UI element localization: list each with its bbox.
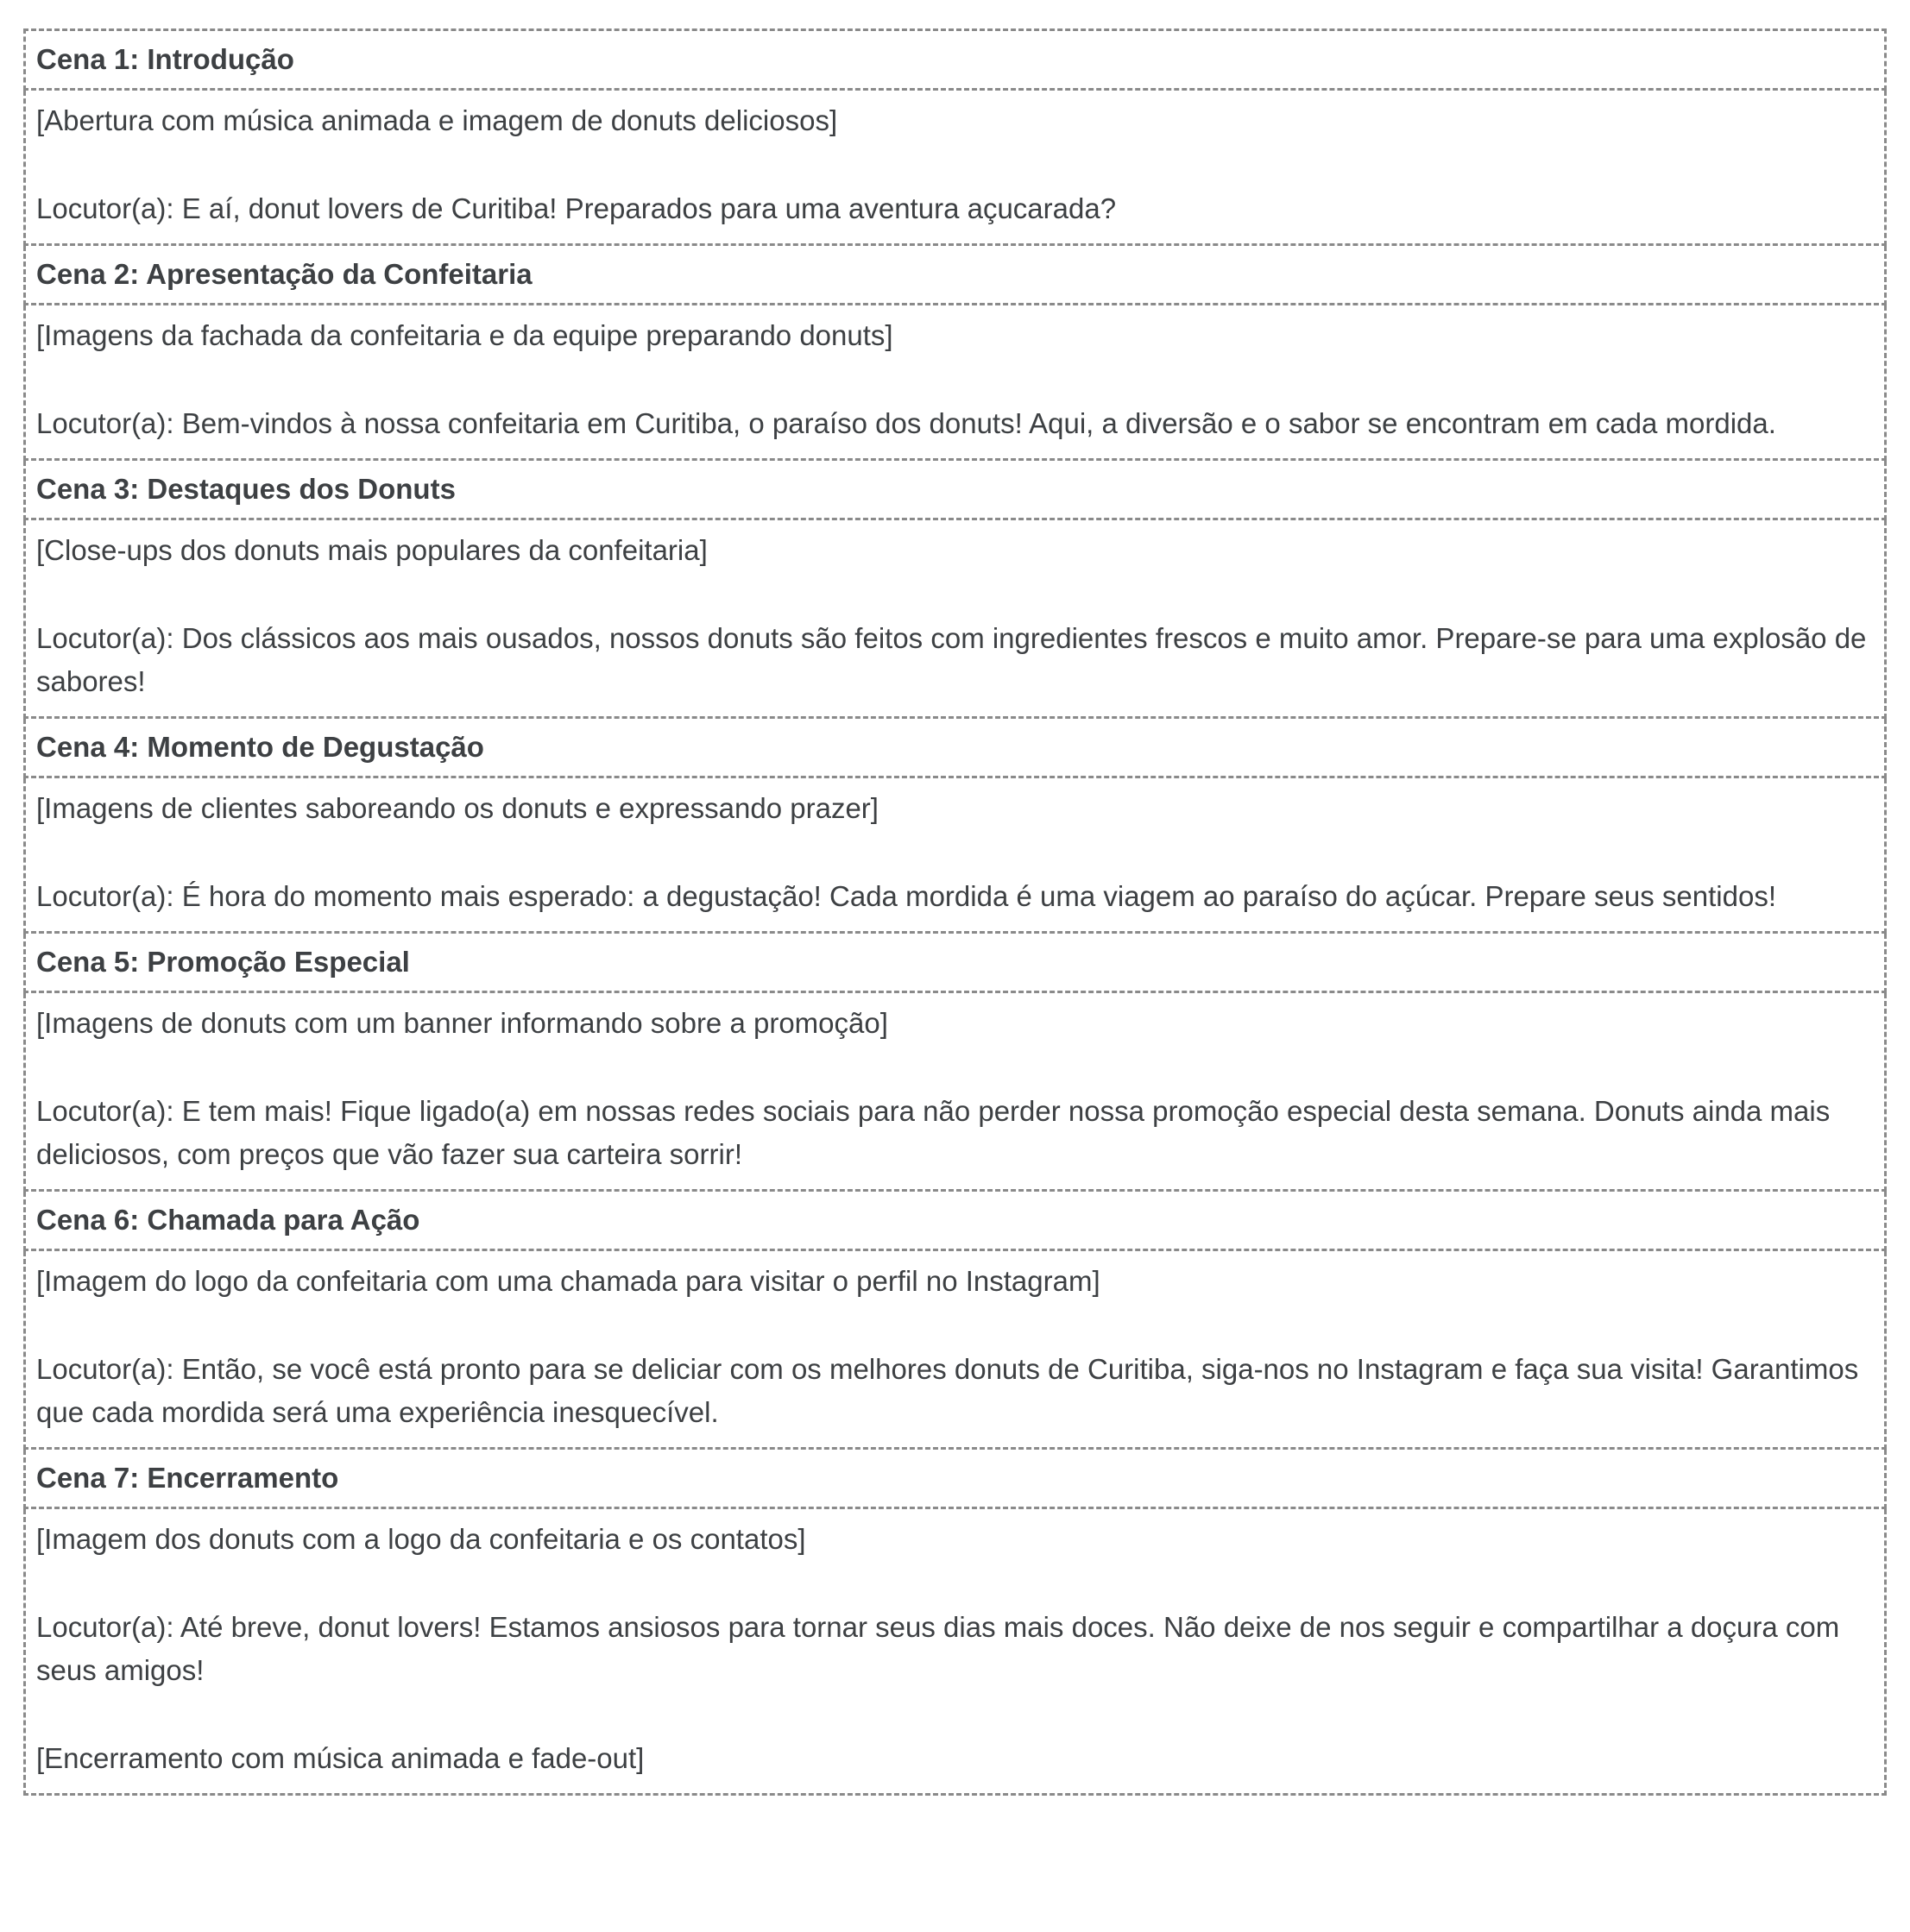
narration-line: Locutor(a): Bem-vindos à nossa confeitaria em Curitiba, o paraíso dos donuts! Aqui, a diversão e o sabor se encontram em cada mordida. (36, 407, 1776, 439)
scene-body (25, 519, 1886, 718)
scene-section (25, 1449, 1886, 1795)
stage-direction: [Imagens de clientes saboreando os donuts e expressando prazer] (36, 792, 879, 824)
scene-header-row (25, 30, 1886, 90)
scene-body (25, 777, 1886, 933)
scene-body (25, 1508, 1886, 1795)
scene-title: Cena 4: Momento de Degustação (25, 718, 1886, 777)
scene-header-row (25, 245, 1886, 305)
scene-header-row (25, 1191, 1886, 1250)
scene-section (25, 718, 1886, 933)
scene-title: Cena 3: Destaques dos Donuts (25, 460, 1886, 519)
scene-body-row (25, 992, 1886, 1191)
stage-direction: [Imagens de donuts com um banner informando sobre a promoção] (36, 1007, 888, 1039)
stage-direction: [Imagem do logo da confeitaria com uma chamada para visitar o perfil no Instagram] (36, 1265, 1100, 1297)
scene-section (25, 245, 1886, 460)
narration-line: Locutor(a): Até breve, donut lovers! Estamos ansiosos para tornar seus dias mais doces. Não deixe de nos seguir e compartilhar a doçura com seus amigos! (36, 1611, 1840, 1686)
scene-table (23, 28, 1887, 1796)
scene-header-row (25, 933, 1886, 992)
narration-line: Locutor(a): É hora do momento mais esperado: a degustação! Cada mordida é uma viagem ao paraíso do açúcar. Prepare seus sentidos! (36, 880, 1776, 912)
scene-body-row (25, 1508, 1886, 1795)
scene-section (25, 1191, 1886, 1449)
scene-section (25, 30, 1886, 245)
scene-title: Cena 2: Apresentação da Confeitaria (25, 245, 1886, 305)
scene-body-row (25, 1250, 1886, 1449)
scene-body-row (25, 519, 1886, 718)
scene-section (25, 460, 1886, 718)
narration-line: Locutor(a): E tem mais! Fique ligado(a) em nossas redes sociais para não perder nossa promoção especial desta semana. Donuts ainda mais deliciosos, com preços que vão fazer sua carteira sorrir! (36, 1095, 1831, 1170)
scene-body (25, 90, 1886, 245)
scene-title: Cena 1: Introdução (25, 30, 1886, 90)
narration-line: Locutor(a): E aí, donut lovers de Curitiba! Preparados para uma aventura açucarada? (36, 192, 1117, 224)
narration-line: Locutor(a): Então, se você está pronto para se deliciar com os melhores donuts de Curitiba, siga-nos no Instagram e faça sua visita! Garantimos que cada mordida será uma experiência inesquecível. (36, 1353, 1859, 1428)
scene-header-row (25, 460, 1886, 519)
scene-body (25, 992, 1886, 1191)
stage-direction: [Imagens da fachada da confeitaria e da equipe preparando donuts] (36, 319, 893, 351)
scene-body (25, 1250, 1886, 1449)
scene-header-row (25, 1449, 1886, 1508)
stage-direction: [Encerramento com música animada e fade-out] (36, 1742, 645, 1774)
narration-line: Locutor(a): Dos clássicos aos mais ousados, nossos donuts são feitos com ingredientes frescos e muito amor. Prepare-se para uma explosão de sabores! (36, 622, 1867, 697)
scene-title: Cena 6: Chamada para Ação (25, 1191, 1886, 1250)
scene-body-row (25, 305, 1886, 460)
scene-body-row (25, 90, 1886, 245)
scene-section (25, 933, 1886, 1191)
stage-direction: [Imagem dos donuts com a logo da confeitaria e os contatos] (36, 1523, 806, 1555)
stage-direction: [Abertura com música animada e imagem de donuts deliciosos] (36, 104, 838, 136)
stage-direction: [Close-ups dos donuts mais populares da confeitaria] (36, 534, 708, 566)
scene-header-row (25, 718, 1886, 777)
scene-title: Cena 5: Promoção Especial (25, 933, 1886, 992)
scene-title: Cena 7: Encerramento (25, 1449, 1886, 1508)
scene-body (25, 305, 1886, 460)
scene-body-row (25, 777, 1886, 933)
